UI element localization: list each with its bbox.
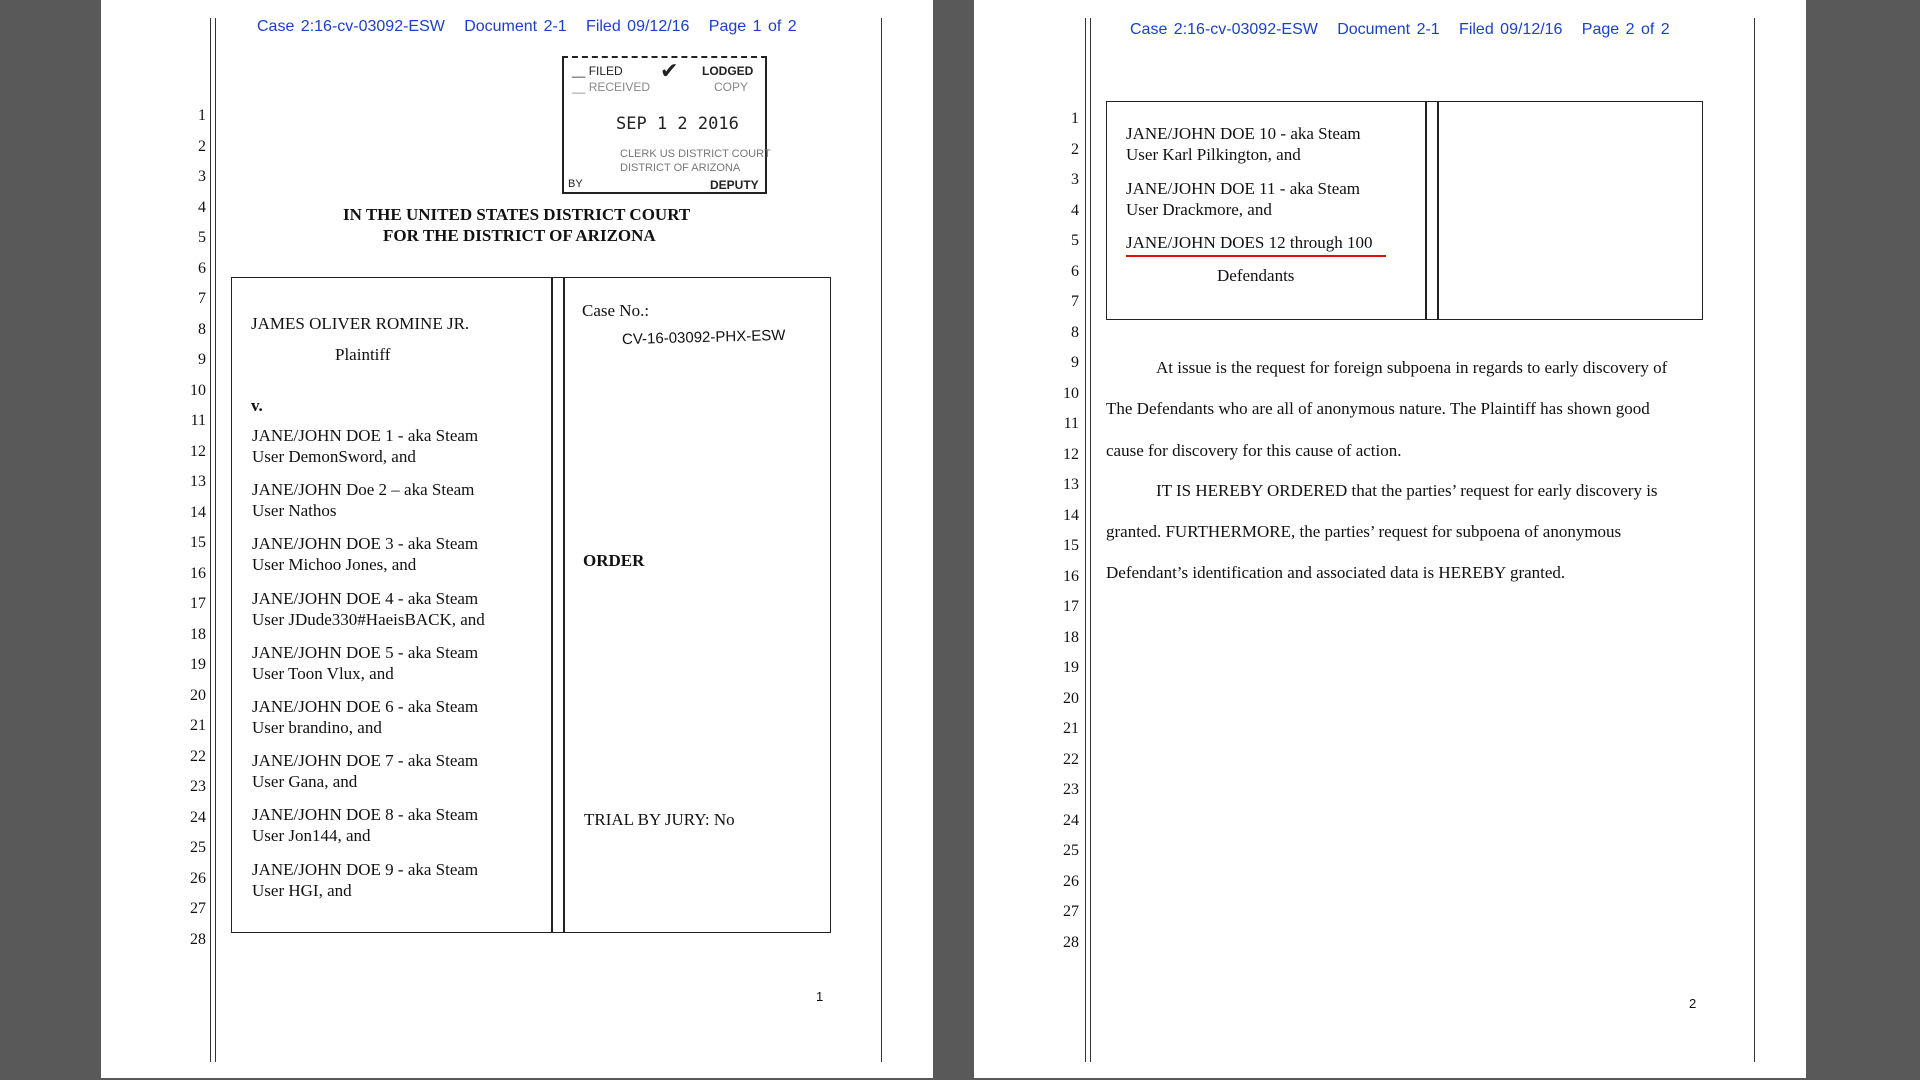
line-number: 7 bbox=[1071, 293, 1079, 310]
line-number: 2 bbox=[198, 137, 206, 155]
defendant-alias: User Gana, and bbox=[252, 772, 358, 792]
line-number: 19 bbox=[1063, 659, 1079, 676]
left-margin-rule bbox=[1085, 18, 1086, 1062]
line-number: 26 bbox=[1063, 872, 1079, 890]
body-line: Defendant’s identification and associated data is HEREBY granted. bbox=[1106, 563, 1566, 582]
page-number: 1 bbox=[816, 989, 824, 1004]
line-number: 6 bbox=[1071, 262, 1079, 280]
defendant-alias: User Toon Vlux, and bbox=[252, 663, 394, 683]
header-filed-date: Filed 09/12/16 bbox=[586, 18, 690, 35]
stamp-date: SEP 1 2 2016 bbox=[616, 114, 739, 134]
line-number: 14 bbox=[190, 503, 206, 521]
line-number: 19 bbox=[190, 656, 206, 673]
page2-header bbox=[1130, 21, 1670, 39]
line-number: 16 bbox=[1063, 567, 1079, 585]
line-number: 11 bbox=[190, 412, 206, 429]
defendant-alias: User HGI, and bbox=[252, 880, 352, 900]
defendant-alias: User Michoo Jones, and bbox=[252, 555, 417, 575]
line-number: 23 bbox=[190, 778, 206, 795]
line-number: 10 bbox=[190, 381, 206, 399]
defendant-alias: User Jon144, and bbox=[252, 826, 371, 846]
page1-header bbox=[257, 18, 797, 36]
document-title: ORDER bbox=[583, 551, 645, 570]
line-number: 23 bbox=[1063, 781, 1079, 798]
line-number: 26 bbox=[190, 869, 206, 887]
line-number: 15 bbox=[1063, 537, 1079, 554]
line-number: 10 bbox=[1063, 384, 1079, 402]
defendant-name: JANE/JOHN DOE 6 - aka Steam bbox=[252, 697, 479, 716]
defendant-alias: User brandino, and bbox=[252, 718, 382, 737]
caption-divider bbox=[551, 277, 553, 933]
defendant-name: JANE/JOHN DOE 4 - aka Steam bbox=[252, 588, 479, 608]
court-subtitle: FOR THE DISTRICT OF ARIZONA bbox=[383, 226, 656, 245]
page-number: 2 bbox=[1689, 996, 1697, 1011]
line-number: 13 bbox=[190, 473, 206, 490]
left-margin-rule bbox=[215, 18, 216, 1062]
line-number: 12 bbox=[190, 442, 206, 460]
defendant-name: JANE/JOHN DOE 9 - aka Steam bbox=[252, 859, 479, 879]
right-margin-rule bbox=[1754, 18, 1755, 1062]
line-number: 3 bbox=[1071, 171, 1079, 188]
line-number: 22 bbox=[1063, 750, 1079, 768]
defendant-alias: User Nathos bbox=[252, 501, 337, 521]
line-number: 25 bbox=[1063, 842, 1079, 859]
defendant-alias: User Karl Pilkington, and bbox=[1126, 145, 1301, 164]
header-case-number: Case 2:16-cv-03092-ESW bbox=[1130, 21, 1318, 38]
line-number: 1 bbox=[1071, 110, 1079, 127]
line-number: 2 bbox=[1071, 140, 1079, 158]
line-number: 18 bbox=[190, 625, 206, 643]
line-number: 28 bbox=[1063, 933, 1079, 951]
left-margin-rule bbox=[1090, 18, 1091, 1062]
jury-demand: TRIAL BY JURY: No bbox=[584, 810, 735, 829]
line-number: 14 bbox=[1063, 506, 1079, 524]
line-number: 25 bbox=[190, 839, 206, 856]
line-number: 8 bbox=[1071, 323, 1079, 341]
line-number: 24 bbox=[190, 808, 206, 826]
line-number: 27 bbox=[1063, 903, 1079, 920]
defendant-name: JANE/JOHN DOE 5 - aka Steam bbox=[252, 642, 479, 662]
body-line: granted. FURTHERMORE, the parties’ request for subpoena of anonymous bbox=[1106, 522, 1622, 541]
line-number: 28 bbox=[190, 930, 206, 948]
line-number: 4 bbox=[1071, 201, 1079, 219]
body-line: The Defendants who are all of anonymous nature. The Plaintiff has shown good bbox=[1106, 399, 1650, 418]
line-number: 12 bbox=[1063, 445, 1079, 463]
line-number: 11 bbox=[1063, 415, 1079, 432]
line-number: 6 bbox=[198, 259, 206, 277]
header-page-count: Page 1 of 2 bbox=[708, 18, 797, 35]
line-number: 24 bbox=[1063, 811, 1079, 829]
right-margin-rule bbox=[881, 18, 882, 1062]
caption-divider bbox=[1425, 101, 1427, 320]
header-case-number: Case 2:16-cv-03092-ESW bbox=[257, 18, 445, 35]
defendants-label: Defendants bbox=[1217, 266, 1295, 285]
line-number: 7 bbox=[198, 290, 206, 307]
defendant-name: JANE/JOHN DOE 1 - aka Steam bbox=[252, 426, 479, 445]
line-number: 20 bbox=[1063, 689, 1079, 707]
left-margin-rule bbox=[210, 18, 211, 1062]
line-number: 3 bbox=[198, 168, 206, 185]
line-number: 27 bbox=[190, 900, 206, 917]
body-line: At issue is the request for foreign subpoena in regards to early discovery of bbox=[1156, 358, 1668, 377]
court-title: IN THE UNITED STATES DISTRICT COURT bbox=[343, 205, 691, 224]
line-number: 21 bbox=[1063, 720, 1079, 737]
header-document: Document 2-1 bbox=[1337, 21, 1440, 38]
defendant-name: JANE/JOHN DOE 8 - aka Steam bbox=[252, 805, 479, 825]
plaintiff-name: JAMES OLIVER ROMINE JR. bbox=[251, 314, 470, 333]
defendant-alias: User Drackmore, and bbox=[1126, 199, 1272, 219]
does-range: JANE/JOHN DOES 12 through 100 bbox=[1126, 233, 1373, 252]
line-number: 20 bbox=[190, 686, 206, 704]
versus: v. bbox=[251, 396, 263, 415]
defendant-name: JANE/JOHN DOE 11 - aka Steam bbox=[1126, 178, 1361, 198]
line-number: 17 bbox=[1063, 598, 1079, 615]
header-page-count: Page 2 of 2 bbox=[1581, 21, 1670, 38]
filed-stamp: __ FILED ✔ LODGED __ RECEIVED COPY SEP 1 2 2016 CLERK US DISTRICT COURT DISTRICT OF ARIZONA BY DEPUTY bbox=[562, 56, 767, 194]
defendant-name: JANE/JOHN DOE 7 - aka Steam bbox=[252, 751, 479, 771]
body-line: cause for discovery for this cause of action. bbox=[1106, 441, 1402, 460]
line-number: 21 bbox=[190, 717, 206, 734]
defendant-name: JANE/JOHN DOE 10 - aka Steam bbox=[1126, 124, 1361, 143]
line-number: 22 bbox=[190, 747, 206, 765]
caption-divider bbox=[563, 277, 565, 933]
line-number: 9 bbox=[1071, 354, 1079, 371]
line-number: 17 bbox=[190, 595, 206, 612]
line-number: 15 bbox=[190, 534, 206, 551]
defendant-name: JANE/JOHN DOE 3 - aka Steam bbox=[252, 534, 479, 554]
header-filed-date: Filed 09/12/16 bbox=[1459, 21, 1563, 38]
defendant-alias: User JDude330#HaeisBACK, and bbox=[252, 609, 485, 629]
case-number: CV-16-03092-PHX-ESW bbox=[621, 326, 786, 349]
line-number: 16 bbox=[190, 564, 206, 582]
red-underline bbox=[1126, 255, 1386, 257]
line-number: 8 bbox=[198, 320, 206, 338]
line-number: 9 bbox=[198, 351, 206, 368]
case-number-label: Case No.: bbox=[582, 301, 650, 320]
line-number: 13 bbox=[1063, 476, 1079, 493]
line-number: 4 bbox=[198, 198, 206, 216]
body-line: IT IS HEREBY ORDERED that the parties’ request for early discovery is bbox=[1156, 481, 1658, 500]
line-number: 5 bbox=[198, 229, 206, 246]
line-number: 18 bbox=[1063, 628, 1079, 646]
plaintiff-label: Plaintiff bbox=[335, 345, 391, 364]
caption-divider bbox=[1437, 101, 1439, 320]
line-number: 1 bbox=[198, 107, 206, 124]
defendant-name: JANE/JOHN Doe 2 – aka Steam bbox=[252, 480, 475, 500]
defendant-alias: User DemonSword, and bbox=[252, 447, 416, 466]
header-document: Document 2-1 bbox=[464, 18, 567, 35]
line-number: 5 bbox=[1071, 232, 1079, 249]
